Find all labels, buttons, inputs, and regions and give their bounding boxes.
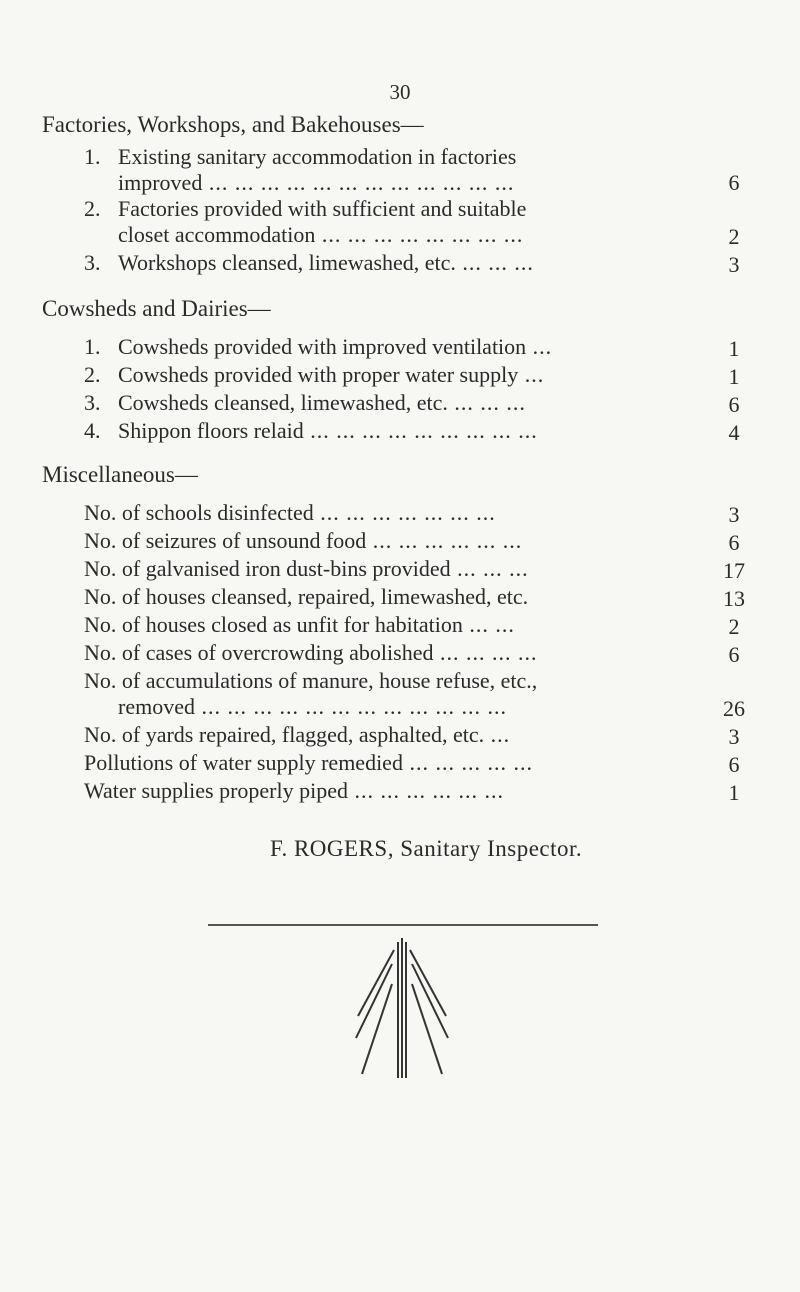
item-text: Pollutions of water supply remedied bbox=[84, 750, 403, 775]
list-item bbox=[84, 556, 708, 582]
item-number: 3. bbox=[84, 250, 101, 275]
list-item bbox=[84, 196, 708, 222]
item-value: 6 bbox=[728, 752, 740, 777]
ornament-icon bbox=[352, 934, 452, 1084]
item-text: closet accommodation bbox=[118, 222, 316, 247]
item-number: 1. bbox=[84, 144, 101, 169]
list-item bbox=[84, 500, 708, 526]
item-number: 2. bbox=[84, 362, 101, 387]
item-value: 13 bbox=[723, 586, 745, 611]
item-value: 3 bbox=[728, 502, 740, 527]
list-item bbox=[84, 390, 708, 416]
item-text: improved bbox=[118, 170, 203, 195]
list-item bbox=[84, 612, 708, 638]
dot-leader: ... ... ... ... ... bbox=[402, 750, 533, 775]
item-value: 26 bbox=[723, 696, 745, 721]
dot-leader: ... bbox=[484, 722, 511, 747]
dot-leader: ... ... ... ... ... ... ... ... bbox=[315, 222, 524, 247]
item-text: removed bbox=[118, 694, 195, 719]
item-value: 1 bbox=[728, 780, 740, 805]
item-text: No. of yards repaired, flagged, asphalted, etc. bbox=[84, 722, 485, 747]
dot-leader: ... ... ... ... ... ... bbox=[366, 528, 523, 553]
item-text: Shippon floors relaid bbox=[118, 418, 304, 443]
signature: F. ROGERS, Sanitary Inspector. bbox=[270, 836, 583, 861]
item-value: 3 bbox=[728, 252, 740, 277]
dot-leader: ... ... ... ... ... ... ... bbox=[313, 500, 496, 525]
list-item bbox=[84, 722, 708, 748]
section-heading-factories: Factories, Workshops, and Bakehouses— bbox=[42, 112, 424, 137]
section-heading-miscellaneous: Miscellaneous— bbox=[42, 462, 198, 487]
item-text: No. of seizures of unsound food bbox=[84, 528, 367, 553]
list-item bbox=[84, 668, 708, 694]
dot-leader: ... ... ... ... ... ... ... ... ... ... ... ... bbox=[194, 694, 507, 719]
item-value: 4 bbox=[728, 420, 740, 445]
list-item-continuation bbox=[118, 170, 708, 196]
item-value: 1 bbox=[728, 364, 740, 389]
list-item bbox=[84, 362, 708, 388]
list-item bbox=[84, 750, 708, 776]
item-text: No. of accumulations of manure, house refuse, etc., bbox=[84, 668, 538, 693]
list-item bbox=[84, 144, 708, 170]
item-text: No. of cases of overcrowding abolished bbox=[84, 640, 434, 665]
dot-leader: ... ... ... ... ... ... ... ... ... bbox=[303, 418, 538, 443]
item-text: No. of galvanised iron dust-bins provided bbox=[84, 556, 451, 581]
list-item bbox=[84, 528, 708, 554]
list-item bbox=[84, 418, 708, 444]
item-text: No. of houses cleansed, repaired, limewashed, etc. bbox=[84, 584, 529, 609]
section-heading-cowsheds: Cowsheds and Dairies— bbox=[42, 296, 271, 321]
item-value: 1 bbox=[728, 336, 740, 361]
item-number: 3. bbox=[84, 390, 101, 415]
dot-leader: ... bbox=[518, 362, 545, 387]
list-item bbox=[84, 334, 708, 360]
item-value: 6 bbox=[728, 392, 740, 417]
item-text: Cowsheds provided with proper water supply bbox=[118, 362, 519, 387]
dot-leader: ... ... bbox=[462, 612, 515, 637]
item-text: Water supplies properly piped bbox=[84, 778, 348, 803]
dot-leader: ... bbox=[526, 334, 553, 359]
list-item bbox=[84, 778, 708, 804]
item-number: 1. bbox=[84, 334, 101, 359]
dot-leader: ... ... ... bbox=[450, 556, 529, 581]
item-text: Workshops cleansed, limewashed, etc. bbox=[118, 250, 456, 275]
list-item-continuation bbox=[118, 694, 708, 720]
item-text: No. of schools disinfected bbox=[84, 500, 314, 525]
divider-rule bbox=[208, 924, 598, 926]
item-text: Cowsheds cleansed, limewashed, etc. bbox=[118, 390, 448, 415]
dot-leader: ... ... ... bbox=[447, 390, 526, 415]
list-item bbox=[84, 584, 708, 610]
list-item bbox=[84, 640, 708, 666]
item-value: 6 bbox=[728, 170, 740, 195]
dot-leader: ... ... ... ... ... ... bbox=[348, 778, 504, 803]
item-value: 6 bbox=[728, 642, 740, 667]
dot-leader: ... ... ... bbox=[455, 250, 534, 275]
item-value: 3 bbox=[728, 724, 740, 749]
list-item bbox=[84, 250, 708, 276]
item-text: Factories provided with sufficient and suitable bbox=[118, 196, 527, 221]
item-value: 17 bbox=[723, 558, 745, 583]
item-number: 4. bbox=[84, 418, 101, 443]
item-value: 2 bbox=[728, 224, 740, 249]
item-value: 2 bbox=[728, 614, 740, 639]
dot-leader: ... ... ... ... bbox=[433, 640, 538, 665]
item-number: 2. bbox=[84, 196, 101, 221]
item-text: Cowsheds provided with improved ventilation bbox=[118, 334, 527, 359]
dot-leader: ... ... ... ... ... ... ... ... ... ... ... ... bbox=[202, 170, 515, 195]
list-item-continuation bbox=[118, 222, 708, 248]
page-number: 30 bbox=[389, 80, 411, 104]
item-text: No. of houses closed as unfit for habitation bbox=[84, 612, 463, 637]
item-text: Existing sanitary accommodation in factories bbox=[118, 144, 517, 169]
item-value: 6 bbox=[728, 530, 740, 555]
